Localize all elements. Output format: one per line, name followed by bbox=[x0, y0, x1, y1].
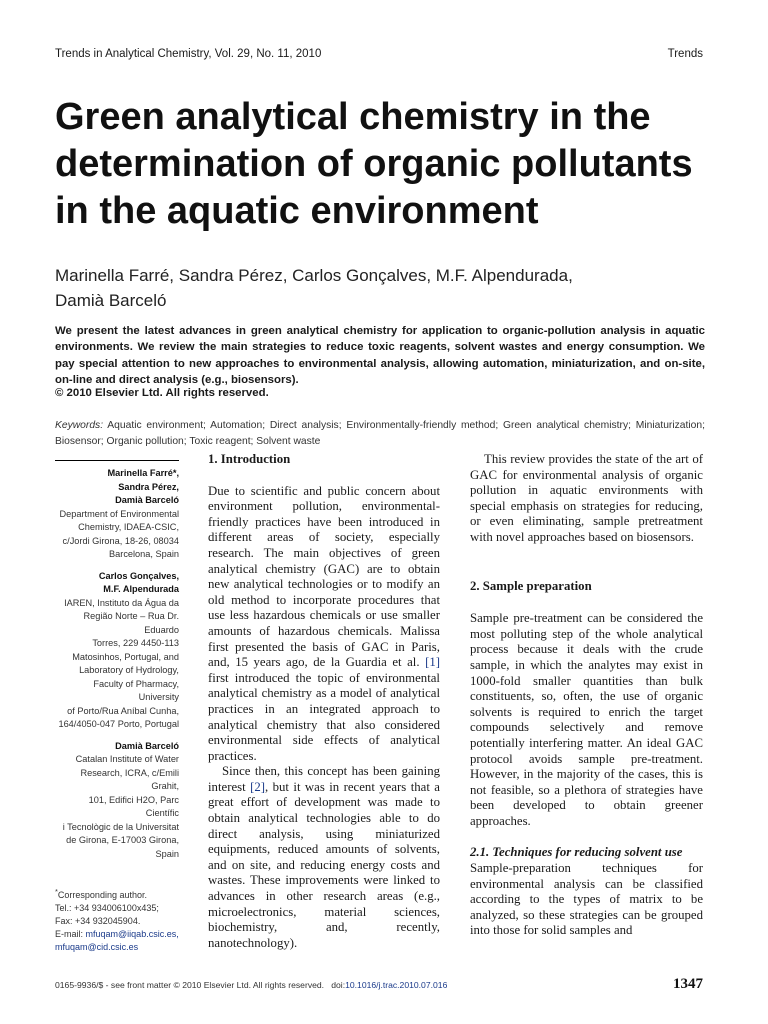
affiliation-address-line: Department of Environmental bbox=[59, 508, 179, 519]
abstract bbox=[55, 323, 705, 388]
article-title: Green analytical chemistry in the determination of organic pollutants in the aquatic environment bbox=[55, 96, 693, 232]
paragraph-text: , but it was in recent years that a great effort of development was made to obtain analytical technologies able to do direct analysis, using miniaturized equipments, reduced amounts of solvents, and on site, and reducing energy costs and wastes. These improvements were linked to advances in other research areas (e.g., microelectronics, material sciences, biochemistry, and, recently, nanotechnology). bbox=[208, 779, 440, 950]
footnote-tel: Tel.: +34 934006100x435; bbox=[55, 903, 159, 913]
journal-citation: Trends in Analytical Chemistry, Vol. 29, No. 11, 2010 bbox=[55, 48, 322, 60]
affiliation-name: Carlos Gonçalves, bbox=[98, 570, 179, 581]
affiliation-address-line: Torres, 229 4450-113 bbox=[92, 638, 179, 648]
author-line-1: Marinella Farré, Sandra Pérez, Carlos Gonçalves, M.F. Alpendurada, bbox=[55, 266, 573, 285]
page-footer bbox=[55, 976, 703, 996]
affiliation-address-line: Laboratory of Hydrology, bbox=[79, 665, 179, 675]
affiliation-address-line: Catalan Institute of Water bbox=[75, 754, 179, 764]
affiliation-name: Sandra Pérez, bbox=[118, 481, 179, 492]
subsection-heading-solvent-use: 2.1. Techniques for reducing solvent use bbox=[470, 845, 683, 860]
abstract-text: We present the latest advances in green analytical chemistry for application to organic-pollution analysis in aquatic environments. We review the main strategies to reduce toxic reagents, solvent wastes and energy consumption. We pay special attention to new approaches to environmental analysis, allowing automation, miniaturization, and on-site, on-line and direct analysis (e.g., biosensors). bbox=[55, 325, 705, 386]
body-paragraph: This review provides the state of the art of GAC for environmental analysis of organic pollution in aquatic environments with special emphasis on strategies for reducing, or even eliminating, sample pretreatment with novel approaches based on biosensors. bbox=[470, 452, 703, 544]
author-line-2: Damià Barceló bbox=[55, 291, 167, 310]
footnote-corresponding: Corresponding author. bbox=[57, 890, 147, 900]
section-heading-sample-preparation: 2. Sample preparation bbox=[470, 578, 592, 593]
copyright-line: © 2010 Elsevier Ltd. All rights reserved. bbox=[55, 387, 269, 399]
doi-label: doi: bbox=[331, 980, 346, 990]
section-label: Trends bbox=[667, 48, 703, 60]
footnote-marker: * bbox=[55, 887, 58, 896]
affiliation-address-line: c/Jordi Girona, 18-26, 08034 bbox=[62, 535, 179, 546]
affiliation-address-line: of Porto/Rua Aníbal Cunha, bbox=[67, 705, 179, 716]
affiliation-block bbox=[55, 570, 179, 732]
affiliation-rule bbox=[55, 460, 179, 461]
affiliations bbox=[55, 467, 179, 869]
body-paragraph: Sample-preparation techniques for environmental analysis can be classified according to the types of matrix to be analyzed, so these strategies can be grouped into those for solid samples and bbox=[470, 861, 703, 938]
footer-issn bbox=[55, 980, 447, 990]
body-paragraph: Sample pre-treatment can be considered the most polluting step of the whole analytical process because it deals with the crude sample, in which the analytes may exist in 1000-fold smaller quantities than bulk constituents, so, often, the use of organic solvents is required to enrich the target compounds selectively and remove potentially interfering matter. An ideal GAC protocol avoids sample pre-treatment. However, in the majority of the cases, this is not feasible, so a plethora of strategies have been developed to obtain greener approaches. bbox=[470, 611, 703, 828]
body-column-1 bbox=[208, 452, 440, 951]
affiliation-address-line: IAREN, Instituto da Água da bbox=[64, 597, 179, 608]
affiliation-address-line: Spain bbox=[155, 848, 179, 859]
paragraph-text: Due to scientific and public concern about environment pollution, environmental-friendly practices have been introduced in different areas of society, especially research. The main objectives of green analytical chemistry (GAC) are to obtain new analytical technologies or to modify an old method to incorporate procedures that use less hazardous chemicals or use smaller amounts of hazardous chemicals. Malissa first presented the basis of GAC in Paris, and, 15 years ago, de la Guardia et al. bbox=[208, 483, 440, 670]
issn-text: 0165-9936/$ - see front matter © 2010 Elsevier Ltd. All rights reserved. bbox=[55, 980, 325, 990]
doi-link[interactable]: 10.1016/j.trac.2010.07.016 bbox=[345, 980, 448, 990]
reference-link-2[interactable]: [2] bbox=[250, 779, 266, 794]
body-column-2 bbox=[470, 452, 703, 939]
affiliation-address-line: 164/4050-047 Porto, Portugal bbox=[58, 719, 179, 729]
keywords-text: Aquatic environment; Automation; Direct analysis; Environmentally-friendly method; Green analytical chemistry; Miniaturization; Biosensor; Organic pollution; Toxic reagent; Solvent waste bbox=[55, 420, 705, 447]
body-paragraph bbox=[208, 764, 440, 951]
keywords-label: Keywords: bbox=[55, 420, 104, 431]
affiliation-address-line: 101, Edifici H2O, Parc Científic bbox=[88, 794, 179, 818]
affiliation-address-line: Barcelona, Spain bbox=[109, 549, 179, 559]
affiliation-name: Damià Barceló bbox=[115, 495, 179, 505]
paragraph-text: Since then, this concept has been gaining interest bbox=[208, 764, 440, 794]
affiliation-address-line: de Girona, E-17003 Girona, bbox=[66, 835, 179, 845]
affiliation-address-line: Faculty of Pharmacy, University bbox=[93, 678, 179, 702]
affiliation-address-line: Região Norte – Rua Dr. Eduardo bbox=[83, 611, 179, 635]
keywords bbox=[55, 418, 705, 449]
email-link-1[interactable]: mfuqam@iiqab.csic.es, bbox=[85, 929, 179, 939]
page-number: 1347 bbox=[673, 976, 703, 992]
affiliation-address-line: Chemistry, IDAEA-CSIC, bbox=[78, 522, 179, 532]
footnote-email-label: E-mail: bbox=[55, 929, 84, 939]
affiliation-name: Marinella Farré*, bbox=[107, 468, 179, 478]
author-list bbox=[55, 263, 715, 313]
reference-link-1[interactable]: [1] bbox=[425, 655, 440, 670]
affiliation-name: Damià Barceló bbox=[115, 740, 179, 751]
affiliation-address-line: Research, ICRA, c/Emili Grahit, bbox=[80, 767, 179, 791]
paragraph-text: first introduced the topic of environmental analytical chemistry as a model of analytical practices in an integrated approach to analytical chemistry that also considered environmental side effects of analytical practices. bbox=[208, 670, 440, 763]
email-link-2[interactable]: mfuqam@cid.csic.es bbox=[55, 942, 139, 952]
affiliation-name: M.F. Alpendurada bbox=[103, 584, 179, 594]
affiliation-address-line: Matosinhos, Portugal, and bbox=[72, 651, 179, 662]
footnote-fax: Fax: +34 932045904. bbox=[55, 916, 141, 926]
body-paragraph bbox=[208, 484, 440, 765]
affiliation-address-line: i Tecnològic de la Universitat bbox=[62, 821, 179, 832]
affiliation-block bbox=[55, 467, 179, 562]
affiliation-block bbox=[55, 740, 179, 862]
corresponding-author-footnote bbox=[55, 885, 195, 954]
section-heading-introduction: 1. Introduction bbox=[208, 452, 291, 466]
